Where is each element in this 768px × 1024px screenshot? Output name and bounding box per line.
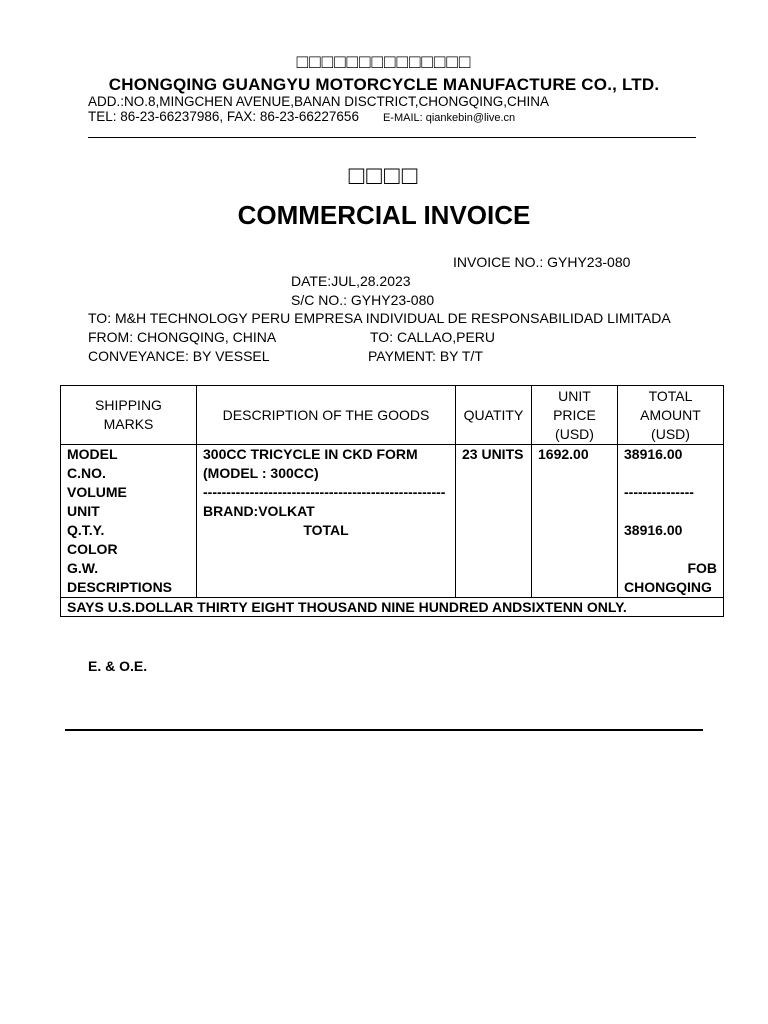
document-title: COMMERCIAL INVOICE xyxy=(237,200,531,230)
company-chinese-name: □□□□□□□□□□□□□□ xyxy=(296,52,472,73)
company-name: CHONGQING GUANGYU MOTORCYCLE MANUFACTURE CO., LTD. xyxy=(108,75,660,94)
consignee: TO: M&H TECHNOLOGY PERU EMPRESA INDIVIDUAL DE RESPONSABILIDAD LIMITADA xyxy=(88,310,671,326)
incoterm: FOB xyxy=(687,560,717,576)
invoice-number: INVOICE NO.: GYHY23-080 xyxy=(453,254,631,270)
destination-port: TO: CALLAO,PERU xyxy=(370,329,496,345)
invoice-date: DATE:JUL,28.2023 xyxy=(291,273,411,289)
description-separator: ---------------------------------------------------- xyxy=(203,484,446,500)
cell-description xyxy=(197,445,456,598)
cell-total-amount xyxy=(618,445,724,598)
blank-line xyxy=(624,540,717,559)
errors-omissions-note: E. & O.E. xyxy=(88,658,148,674)
table-header-row xyxy=(61,386,724,445)
company-address: ADD.:NO.8,MINGCHEN AVENUE,BANAN DISCTRICT,CHONGQING,CHINA xyxy=(88,94,550,109)
total-label: TOTAL xyxy=(303,522,349,538)
header-divider xyxy=(88,137,696,138)
sc-number: S/C NO.: GYHY23-080 xyxy=(291,292,435,308)
signature-line xyxy=(65,729,703,731)
cell-shipping-marks xyxy=(61,445,197,598)
mark-line: C.NO. xyxy=(67,465,106,481)
header-unit-price: UNIT PRICE (USD) xyxy=(532,386,618,445)
mark-line: Q.T.Y. xyxy=(67,522,105,538)
goods-table xyxy=(60,385,724,617)
table-row xyxy=(61,445,724,598)
goods-brand: BRAND:VOLKAT xyxy=(203,503,315,519)
mark-line: COLOR xyxy=(67,541,118,557)
amount-value: 38916.00 xyxy=(624,446,683,462)
header-quantity: QUATITY xyxy=(456,386,532,445)
amount-in-words-row xyxy=(61,598,724,617)
goods-model: (MODEL : 300CC) xyxy=(203,465,319,481)
mark-line: MODEL xyxy=(67,446,118,462)
blank-line xyxy=(624,464,717,483)
tel-fax: TEL: 86-23-66237986, FAX: 86-23-66227656 xyxy=(88,109,359,124)
mark-line: UNIT xyxy=(67,503,100,519)
origin-port: FROM: CHONGQING, CHINA xyxy=(88,329,277,345)
header-shipping-marks: SHIPPING MARKS xyxy=(61,386,197,445)
cell-unit-price xyxy=(532,445,618,598)
mark-line: DESCRIPTIONS xyxy=(67,579,173,595)
email: E-MAIL: qiankebin@live.cn xyxy=(382,112,516,124)
unit-price-value: 1692.00 xyxy=(538,446,589,462)
conveyance: CONVEYANCE: BY VESSEL xyxy=(88,348,270,364)
company-contact xyxy=(88,109,515,124)
payment-terms: PAYMENT: BY T/T xyxy=(368,348,483,364)
cell-quantity xyxy=(456,445,532,598)
amount-in-words: SAYS U.S.DOLLAR THIRTY EIGHT THOUSAND NINE HUNDRED ANDSIXTENN ONLY. xyxy=(61,598,724,617)
blank-line xyxy=(624,502,717,521)
quantity-value: 23 UNITS xyxy=(462,446,524,462)
goods-name: 300CC TRICYCLE IN CKD FORM xyxy=(203,446,418,462)
header-total-amount: TOTAL AMOUNT (USD) xyxy=(618,386,724,445)
header-description: DESCRIPTION OF THE GOODS xyxy=(197,386,456,445)
total-amount-value: 38916.00 xyxy=(624,522,683,538)
amount-separator: --------------- xyxy=(624,484,694,500)
mark-line: VOLUME xyxy=(67,484,127,500)
incoterm-place: CHONGQING xyxy=(624,579,712,595)
title-chinese: □□□□ xyxy=(348,160,420,190)
mark-line: G.W. xyxy=(67,560,99,576)
